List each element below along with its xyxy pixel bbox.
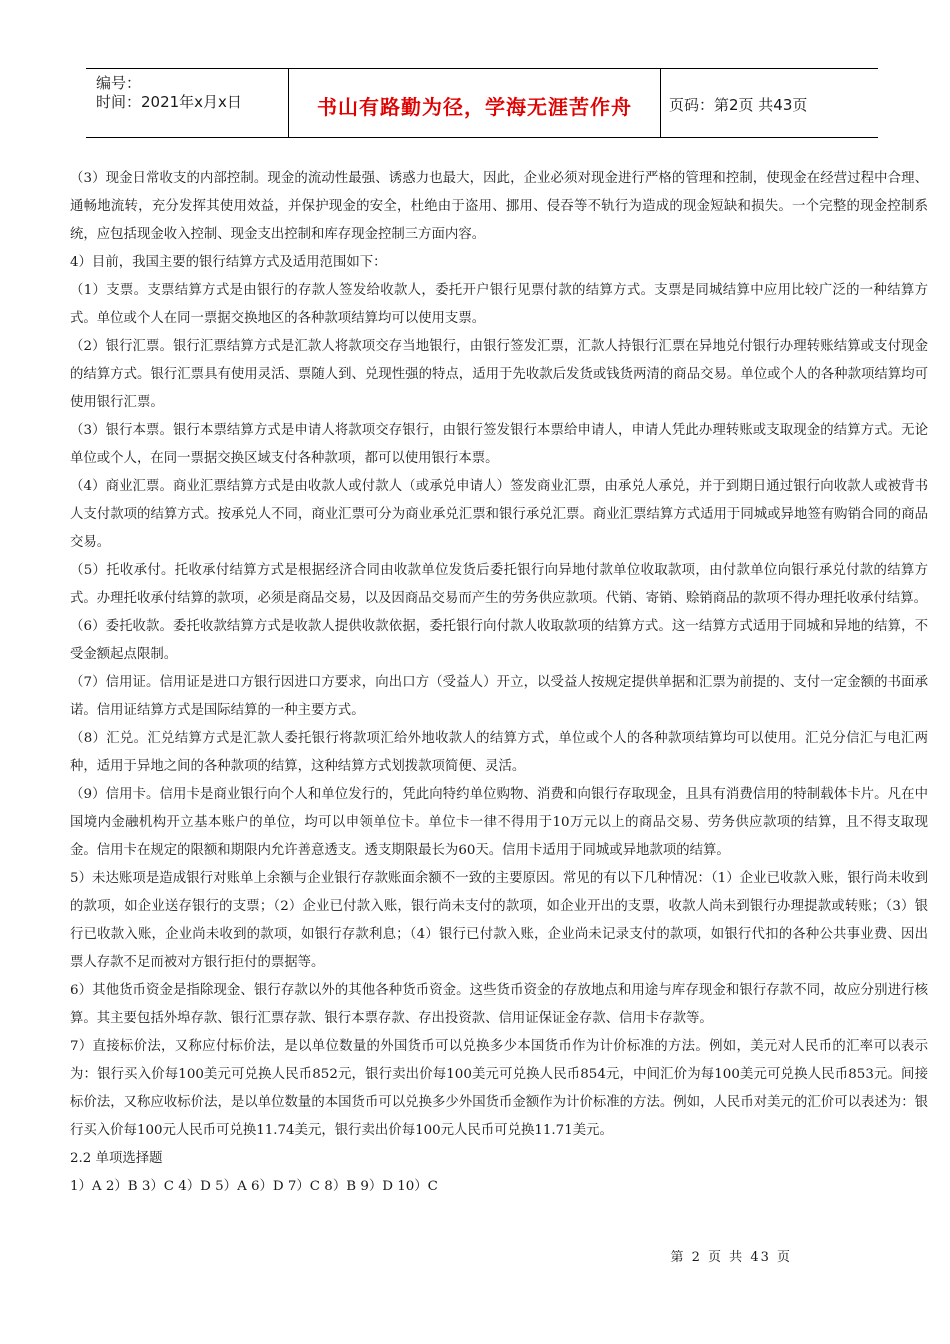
motto: 书山有路勤为径，学海无涯苦作舟 (317, 95, 632, 119)
paragraph-check: （1）支票。支票结算方式是由银行的存款人签发给收款人，委托开户银行见票付款的结算方式。支票是同城结算中应用比较广泛的一种结算方式。单位或个人在同一票据交换地区的各种款项结算均可以使用支票。 (70, 283, 928, 326)
paragraph-credit-card: （9）信用卡。信用卡是商业银行向个人和单位发行的，凭此向特约单位购物、消费和向银行存取现金，且具有消费信用的特制载体卡片。凡在中国境内金融机构开立基本账户的单位，均可以申领单位卡。单位卡一律不得用于10万元以上的商品交易、劳务供应款项的结算，且不得支取现金。信用卡在规定的限额和期限内允许善意透支。透支期限最长为60天。信用卡适用于同城或异地款项的结算。 (70, 787, 928, 858)
paragraph-cashier-check: （3）银行本票。银行本票结算方式是申请人将款项交存银行，由银行签发银行本票给申请人，申请人凭此办理转账或支取现金的结算方式。无论单位或个人，在同一票据交换区域支付各种款项，都可以使用银行本票。 (70, 423, 928, 466)
section-heading: 2.2 单项选择题 (70, 1151, 163, 1166)
header-page-label: 页码：第2页 共43页 (669, 96, 808, 114)
answer-list: 1）A 2）B 3）C 4）D 5）A 6）D 7）C 8）B 9）D 10）C (70, 1179, 438, 1194)
paragraph-letter-of-credit: （7）信用证。信用证是进口方银行因进口方要求，向出口方（受益人）开立，以受益人按规定提供单据和汇票为前提的、支付一定金额的书面承诺。信用证结算方式是国际结算的一种主要方式。 (70, 675, 928, 718)
number-label: 编号： (96, 74, 142, 92)
page-footer: 第 2 页 共 43 页 (670, 1250, 792, 1265)
paragraph-bank-draft: （2）银行汇票。银行汇票结算方式是汇款人将款项交存当地银行，由银行签发汇票，汇款人持银行汇票在异地兑付银行办理转账结算或支付现金的结算方式。银行汇票具有使用灵活、票随人到、兑现性强的特点，适用于先收款后发货或钱货两清的商品交易。单位或个人的各种款项结算均可使用银行汇票。 (70, 339, 928, 410)
document-body (70, 165, 928, 1201)
paragraph-outstanding-items: 5）未达账项是造成银行对账单上余额与企业银行存款账面余额不一致的主要原因。常见的有以下几种情况：（1）企业已收款入账，银行尚未收到的款项，如企业送存银行的支票；（2）企业已付款入账，银行尚未支付的款项，如企业开出的支票，收款人尚未到银行办理提款或转账；（3）银行已收款入账，企业尚未收到的款项，如银行存款利息；（4）银行已付款入账，企业尚未记录支付的款项，如银行代扣的各种公共事业费、因出票人存款不足而被对方银行拒付的票据等。 (70, 871, 928, 970)
paragraph-remittance: （8）汇兑。汇兑结算方式是汇款人委托银行将款项汇给外地收款人的结算方式，单位或个人的各种款项结算均可以使用。汇兑分信汇与电汇两种，适用于异地之间的各种款项的结算，这种结算方式划拨款项简便、灵活。 (70, 731, 928, 774)
header-cell-page (661, 69, 878, 137)
paragraph-entrusted-collection: （6）委托收款。委托收款结算方式是收款人提供收款依据，委托银行向付款人收取款项的结算方式。这一结算方式适用于同城和异地的结算，不受金额起点限制。 (70, 619, 928, 662)
paragraph-settlement-intro: 4）目前，我国主要的银行结算方式及适用范围如下： (70, 255, 387, 270)
paragraph-other-monetary-funds: 6）其他货币资金是指除现金、银行存款以外的其他各种货币资金。这些货币资金的存放地点和用途与库存现金和银行存款不同，故应分别进行核算。其主要包括外埠存款、银行汇票存款、银行本票存款、存出投资款、信用证保证金存款、信用卡存款等。 (70, 983, 928, 1026)
paragraph-commercial-draft: （4）商业汇票。商业汇票结算方式是由收款人或付款人（或承兑申请人）签发商业汇票，由承兑人承兑，并于到期日通过银行向收款人或被背书人支付款项的结算方式。按承兑人不同，商业汇票可分为商业承兑汇票和银行承兑汇票。商业汇票结算方式适用于同城或异地签有购销合同的商品交易。 (70, 479, 928, 550)
paragraph-exchange-quotation: 7）直接标价法，又称应付标价法，是以单位数量的外国货币可以兑换多少本国货币作为计价标准的方法。例如，美元对人民币的汇率可以表示为：银行买入价每100美元可兑换人民币852元，银行卖出价每100美元可兑换人民币854元，中间汇价为每100美元可兑换人民币853元。间接标价法，又称应收标价法，是以单位数量的本国货币可以兑换多少外国货币金额作为计价标准的方法。例如，人民币对美元的汇价可以表述为：银行买入价每100元人民币可兑换11.74美元，银行卖出价每100元人民币可兑换11.71美元。 (70, 1039, 928, 1138)
header-cell-motto (289, 69, 661, 137)
paragraph-cash-control: （3）现金日常收支的内部控制。现金的流动性最强、诱惑力也最大，因此，企业必须对现金进行严格的管理和控制，使现金在经营过程中合理、通畅地流转，充分发挥其使用效益，并保护现金的安全，杜绝由于盗用、挪用、侵吞等不轨行为造成的现金短缺和损失。一个完整的现金控制系统，应包括现金收入控制、现金支出控制和库存现金控制三方面内容。 (70, 171, 928, 242)
header-cell-info (86, 69, 289, 137)
paragraph-collection-acceptance: （5）托收承付。托收承付结算方式是根据经济合同由收款单位发货后委托银行向异地付款单位收取款项，由付款单位向银行承兑付款的结算方式。办理托收承付结算的款项，必须是商品交易，以及因商品交易而产生的劳务供应款项。代销、寄销、赊销商品的款项不得办理托收承付结算。 (70, 563, 928, 606)
time-label: 时间：2021年x月x日 (96, 93, 242, 111)
header-table (86, 68, 878, 138)
